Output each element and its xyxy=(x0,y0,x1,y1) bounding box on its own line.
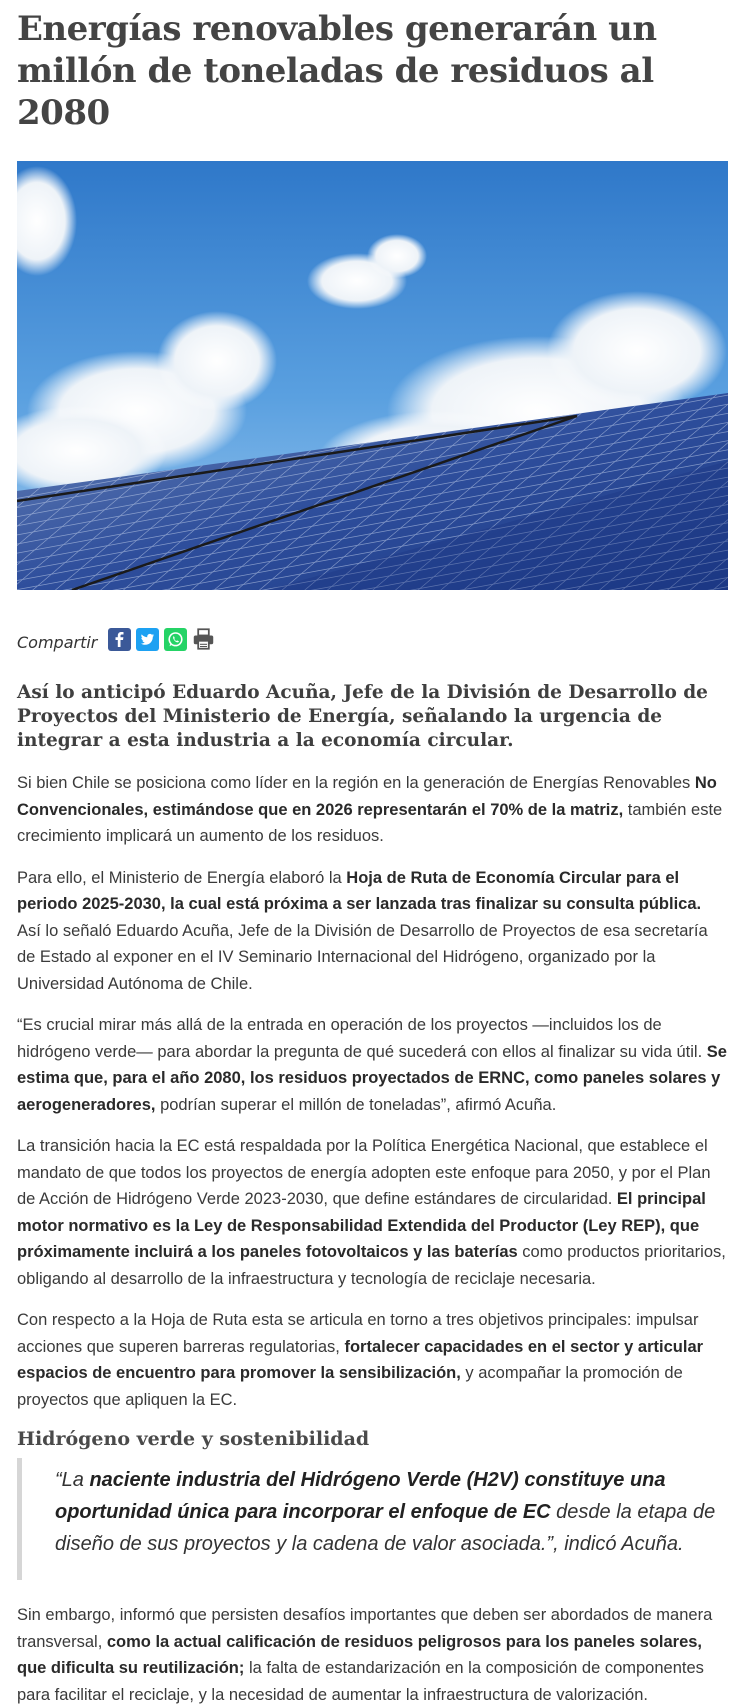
paragraph-1: Si bien Chile se posiciona como líder en la región en la generación de Energías Renovables No Convencionales, estimándose que en 2026 representarán el 70% de la matriz, también este crecimiento implicará un aumento de los residuos. xyxy=(17,774,723,845)
paragraph-4: La transición hacia la EC está respaldada por la Política Energética Nacional, que establece el mandato de que todos los proyectos de energía adopten este enfoque para 2050, y por el Plan de Acción de Hidrógeno Verde 2023-2030, que define estándares de circularidad. El principal motor normativo es la Ley de Responsabilidad Extendida del Productor (Ley REP), que próximamente incluirá a los paneles fotovoltaicos y las baterías como productos prioritarios, obligando al desarrollo de la infraestructura y tecnología de reciclaje necesaria. xyxy=(17,1137,726,1288)
paragraph-5-highlight: fortalecer capacidades en el sector y articular espacios de encuentro para promover la sensibilización, xyxy=(17,1337,704,1382)
article-title: Energías renovables generarán un millón de toneladas de residuos al 2080 xyxy=(17,9,657,133)
share-bar xyxy=(17,623,728,655)
article-body xyxy=(17,770,728,1708)
whatsapp-icon[interactable] xyxy=(164,628,187,651)
paragraph-2: Para ello, el Ministerio de Energía elaboró la Hoja de Ruta de Economía Circular para el periodo 2025-2030, la cual está próxima a ser lanzada tras finalizar su consulta pública. Así lo señaló Eduardo Acuña, Jefe de la División de Desarrollo de Proyectos de esa secretaría de Estado al exponer en el IV Seminario Internacional del Hidrógeno, organizado por la Universidad Autónoma de Chile. xyxy=(17,868,708,993)
section-heading: Hidrógeno verde y sostenibilidad xyxy=(17,1428,370,1450)
paragraph-5: Con respecto a la Hoja de Ruta esta se articula en torno a tres objetivos principales: impulsar acciones que superen barreras regulatorias, fortalecer capacidades en el sector y articular espacios de encuentro para promover la sensibilización, y acompañar la promoción de proyectos que apliquen la EC. xyxy=(17,1311,704,1409)
paragraph-6: Sin embargo, informó que persisten desafíos importantes que deben ser abordados de manera transversal, como la actual calificación de residuos peligrosos para los paneles solares, que dificulta su reutilización; la falta de estandarización en la composición de componentes para facilitar el reciclaje, y la necesidad de aumentar la infraestructura de valorización. xyxy=(17,1606,713,1704)
print-icon[interactable] xyxy=(192,628,215,651)
pull-quote: “La naciente industria del Hidrógeno Verde (H2V) constituye una oportunidad única para incorporar el enfoque de EC desde la etapa de diseño de sus proyectos y la cadena de valor asociada.”, indicó Acuña. xyxy=(17,1458,728,1580)
pull-quote-highlight: naciente industria del Hidrógeno Verde (H2V) constituye una oportunidad única para incorporar el enfoque de EC xyxy=(55,1469,666,1523)
paragraph-1-highlight: No Convencionales, estimándose que en 2026 representarán el 70% de la matriz, xyxy=(17,774,717,819)
facebook-icon[interactable] xyxy=(108,628,131,651)
paragraph-3: “Es crucial mirar más allá de la entrada en operación de los proyectos —incluidos los de hidrógeno verde— para abordar la pregunta de qué sucederá con ellos al finalizar su vida útil. Se estima que, para el año 2080, los residuos proyectados de ERNC, como paneles solares y aerogeneradores, podrían superar el millón de toneladas”, afirmó Acuña. xyxy=(17,1016,727,1114)
hero-image-solar-panels xyxy=(17,161,728,590)
paragraph-3-highlight: Se estima que, para el año 2080, los residuos proyectados de ERNC, como paneles solares y aerogeneradores, xyxy=(17,1042,727,1114)
article-lead: Así lo anticipó Eduardo Acuña, Jefe de la División de Desarrollo de Proyectos del Ministerio de Energía, señalando la urgencia de integrar a esta industria a la economía circular. xyxy=(17,682,708,751)
share-label: Compartir xyxy=(17,632,98,652)
paragraph-4-highlight: El principal motor normativo es la Ley de Responsabilidad Extendida del Productor (Ley REP), que próximamente incluirá a los paneles fotovoltaicos y las baterías xyxy=(17,1190,706,1261)
paragraph-6-highlight: como la actual calificación de residuos peligrosos para los paneles solares, que dificulta su reutilización; xyxy=(17,1632,703,1677)
twitter-icon[interactable] xyxy=(136,628,159,651)
paragraph-2-highlight: Hoja de Ruta de Economía Circular para el periodo 2025-2030, la cual está próxima a ser lanzada tras finalizar su consulta pública. xyxy=(17,868,702,913)
